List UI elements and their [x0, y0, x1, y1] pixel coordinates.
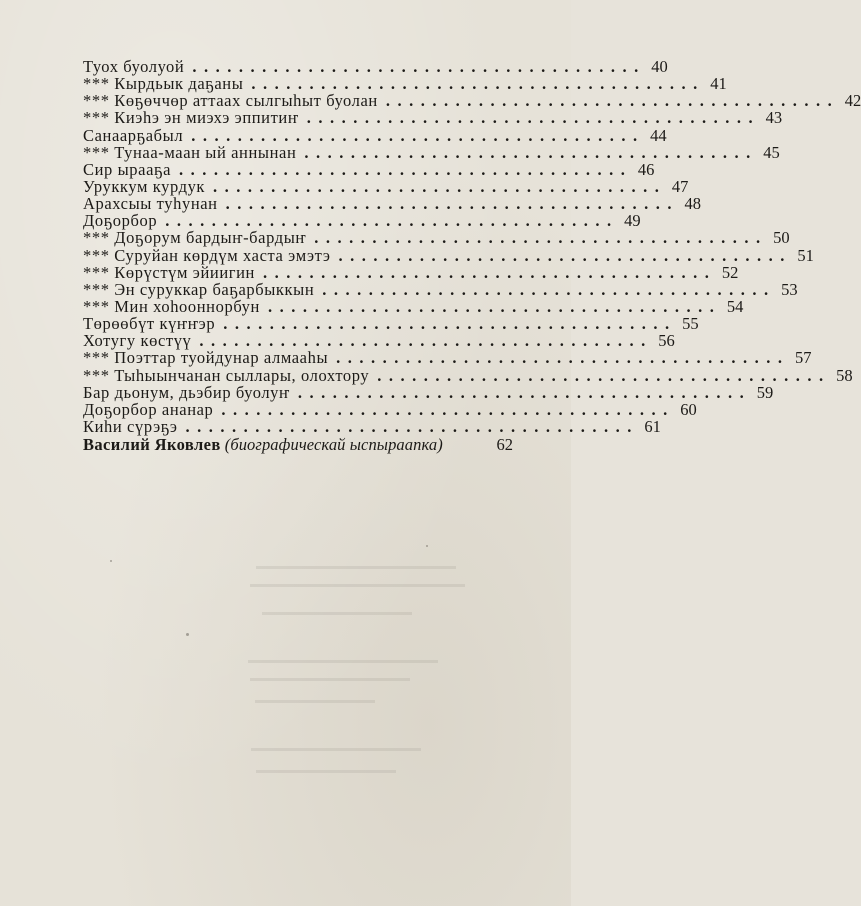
- dot-leader: .......................................: [179, 159, 633, 179]
- entry-title: Төрөөбүт күҥҥэр: [83, 314, 216, 334]
- page-number: 42: [844, 91, 861, 111]
- entry-title: *** Доҕорум бардыҥ-бардыҥ: [83, 228, 307, 248]
- toc-entry: [83, 331, 675, 351]
- bio-subtitle: (биографическай ыспыраапка): [224, 435, 443, 455]
- dot-leader: .......................................: [185, 416, 639, 436]
- entry-title: *** Поэттар туойдунар алмааһы: [83, 348, 329, 368]
- dot-leader: .......................................: [314, 228, 768, 248]
- dot-leader: .......................................: [165, 211, 619, 231]
- entry-title: *** Мин хоһооннорбун: [83, 296, 260, 316]
- toc-entry: [83, 314, 699, 334]
- dot-leader: .......................................: [322, 279, 776, 299]
- toc-entry: [83, 382, 774, 402]
- entry-title: *** Көрүстүм эйиигин: [83, 262, 255, 282]
- entry-title: Бар дьонум, дьэбир буолуҥ: [83, 382, 290, 402]
- toc-entry: [83, 176, 689, 196]
- dot-leader: .......................................: [297, 382, 752, 402]
- toc-entry: [83, 279, 798, 299]
- dot-leader: .......................................: [262, 262, 717, 282]
- toc-entry-biography: [83, 436, 513, 453]
- page-number: 61: [644, 416, 661, 436]
- page-number: 47: [671, 176, 689, 196]
- page-number: 57: [795, 348, 812, 368]
- page-number: 56: [658, 331, 675, 351]
- table-of-contents: [83, 57, 861, 455]
- toc-entry: [83, 365, 853, 385]
- page-number: 60: [680, 399, 697, 419]
- entry-title: Санаарҕабыл: [83, 125, 184, 145]
- dot-leader: .......................................: [192, 57, 646, 76]
- entry-title: *** Киэһэ эн миэхэ эппитиҥ: [83, 108, 299, 128]
- page-number: 55: [682, 314, 699, 334]
- page-number: 50: [773, 228, 790, 248]
- toc-entry: [83, 57, 668, 76]
- toc-entry: [83, 194, 701, 214]
- toc-entry: [83, 245, 814, 265]
- entry-title: Туох буолуой: [83, 57, 185, 76]
- paper-speck: [426, 545, 428, 547]
- page-number: 54: [726, 296, 744, 316]
- page-number: 44: [650, 125, 667, 145]
- dot-leader: .......................................: [385, 91, 840, 111]
- page-number: 48: [684, 194, 701, 214]
- entry-title: *** Тыһыынчанан сыллары, олохтору: [83, 365, 370, 385]
- entry-title: *** Суруйан көрдүм хаста эмэтэ: [83, 245, 331, 265]
- dot-leader: .......................................: [377, 365, 831, 385]
- paper-speck: [110, 560, 112, 562]
- entry-title: Доҕорбор: [83, 211, 158, 231]
- entry-title: *** Кырдьык даҕаны: [83, 74, 244, 94]
- page-number: 58: [836, 365, 853, 385]
- page-number: 40: [651, 57, 668, 76]
- page-number: 46: [637, 159, 655, 179]
- page-number: 62: [496, 435, 513, 455]
- dot-leader: .......................................: [213, 176, 667, 196]
- dot-leader: .......................................: [304, 142, 758, 162]
- entry-title: Арахсыы туһунан: [83, 194, 218, 214]
- entry-title: *** Көҕөччөр аттаах сылгыһыт буолан: [83, 91, 378, 111]
- toc-entry: [83, 416, 661, 436]
- dot-leader: .......................................: [199, 331, 653, 351]
- dot-leader: .......................................: [338, 245, 792, 265]
- toc-entry: [83, 211, 641, 231]
- entry-title: Киһи сүрэҕэ: [83, 416, 178, 436]
- page-number: 41: [710, 74, 727, 94]
- page-number: 49: [624, 211, 641, 231]
- dot-leader: .......................................: [306, 108, 761, 128]
- dot-leader: .......................................: [191, 125, 645, 145]
- dot-leader: .......................................: [251, 74, 705, 94]
- page-number: 53: [781, 279, 798, 299]
- dot-leader: .......................................: [225, 194, 679, 214]
- toc-entry: [83, 74, 727, 94]
- toc-entry: [83, 159, 655, 179]
- entry-title: *** Тунаа-маан ый аннынан: [83, 142, 297, 162]
- toc-entry: [83, 91, 861, 111]
- toc-entry: [83, 125, 667, 145]
- page-number: 43: [765, 108, 783, 128]
- entry-title: Доҕорбор ананар: [83, 399, 214, 419]
- entry-title: Уруккум курдук: [83, 176, 206, 196]
- toc-entry: [83, 108, 783, 128]
- paper-speck: [186, 633, 189, 636]
- entry-title: Сир ырааҕа: [83, 159, 172, 179]
- bio-author: Василий Яковлев: [83, 435, 221, 455]
- toc-entry: [83, 399, 697, 419]
- toc-entry: [83, 296, 744, 316]
- dot-leader: .......................................: [221, 399, 675, 419]
- page-number: 51: [797, 245, 814, 265]
- dot-leader: .......................................: [223, 314, 677, 334]
- dot-leader: .......................................: [267, 296, 722, 316]
- page-number: 52: [721, 262, 739, 282]
- page-number: 59: [756, 382, 774, 402]
- entry-title: *** Эн суруккар баҕарбыккын: [83, 279, 315, 299]
- toc-entry: [83, 228, 790, 248]
- toc-entry: [83, 348, 812, 368]
- dot-leader: .......................................: [336, 348, 790, 368]
- page-number: 45: [763, 142, 780, 162]
- toc-entry: [83, 262, 739, 282]
- entry-title: Хотугу көстүү: [83, 331, 192, 351]
- toc-entry: [83, 142, 780, 162]
